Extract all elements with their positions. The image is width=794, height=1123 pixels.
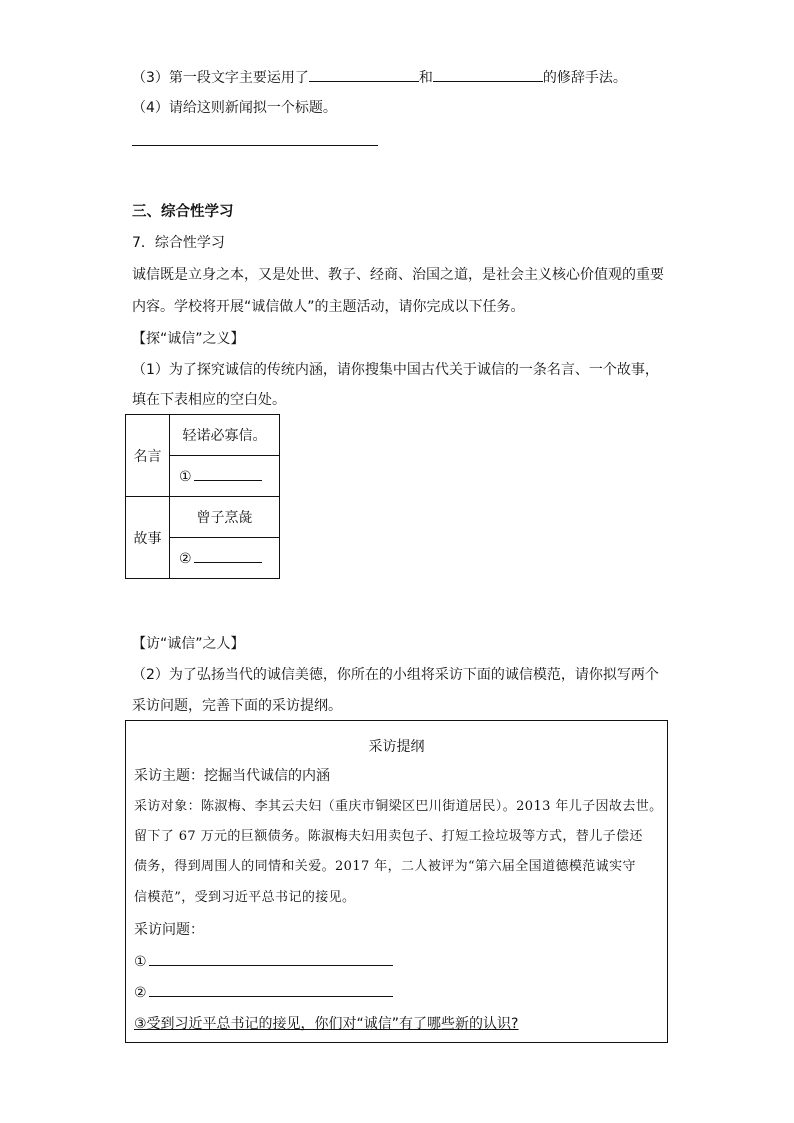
table-label-saying: 名言	[126, 415, 170, 497]
table-saying-blank-cell[interactable]	[170, 456, 280, 497]
part1-question-line-2: 填在下表相应的空白处。	[132, 392, 286, 408]
table-story-blank[interactable]	[194, 550, 262, 563]
table-story-blank-number: ②	[179, 550, 192, 567]
section-heading: 三、综合性学习	[132, 204, 234, 220]
outline-question-1-blank[interactable]	[149, 952, 393, 966]
question-4: （4）请给这则新闻拟一个标题。	[132, 100, 337, 116]
table-saying-blank[interactable]	[194, 468, 262, 481]
intro-line-1: 诚信既是立身之本，又是处世、教子、经商、治国之道，是社会主义核心价值观的重要	[132, 267, 664, 283]
outline-target-line-1: 采访对象：陈淑梅、李其云夫妇（重庆市铜梁区巴川街道居民）。2013 年儿子因故去世。	[134, 799, 663, 814]
outline-question-3: ③受到习近平总书记的接见，你们对“诚信”有了哪些新的认识?	[134, 1016, 519, 1032]
part1-title: 【探“诚信”之义】	[132, 331, 245, 347]
outline-question-2	[134, 983, 393, 1003]
outline-questions-label: 采访问题：	[134, 922, 204, 938]
table-story-blank-cell[interactable]	[170, 538, 280, 579]
outline-target-line-4: 信模范”，受到习近平总书记的接见。	[134, 890, 356, 905]
part2-question-line-2: 采访问题，完善下面的采访提纲。	[132, 698, 342, 714]
part1-question-line-1: （1）为了探究诚信的传统内涵，请你搜集中国古代关于诚信的一条名言、一个故事，	[132, 362, 659, 378]
table-saying-blank-number: ①	[179, 468, 192, 485]
table-saying-value: 轻诺必寡信。	[170, 415, 280, 456]
question-7-title: 7．综合性学习	[132, 235, 225, 251]
table-label-story: 故事	[126, 497, 170, 579]
part2-question-line-1: （2）为了弘扬当代的诚信美德，你所在的小组将采访下面的诚信模范，请你拟写两个	[132, 667, 659, 683]
outline-title: 采访提纲	[368, 739, 425, 755]
answer-line-title[interactable]	[132, 145, 378, 146]
outline-target-line-3: 债务，得到周围人的同情和关爱。2017 年，二人被评为“第六届全国道德模范诚实守	[134, 859, 636, 874]
interview-outline-box	[125, 720, 668, 1043]
part2-title: 【访“诚信”之人】	[132, 636, 245, 652]
answer-blank-1[interactable]	[309, 66, 419, 82]
outline-question-1	[134, 952, 393, 972]
question-3-suffix: 的修辞手法。	[542, 70, 627, 86]
table-story-value: 曾子烹彘	[170, 497, 280, 538]
answer-blank-2[interactable]	[433, 66, 543, 82]
question-3-prefix: （3）第一段文字主要运用了	[132, 70, 309, 86]
outline-topic: 采访主题：挖掘当代诚信的内涵	[134, 768, 330, 784]
question-3-mid: 和	[418, 70, 433, 86]
outline-question-2-blank[interactable]	[149, 983, 393, 997]
integrity-table	[125, 414, 280, 579]
intro-line-2: 内容。学校将开展“诚信做人”的主题活动，请你完成以下任务。	[132, 299, 525, 315]
outline-question-1-number: ①	[134, 954, 147, 970]
outline-question-2-number: ②	[134, 985, 147, 1001]
question-3	[132, 66, 627, 88]
outline-target-line-2: 留下了 67 万元的巨额债务。陈淑梅夫妇用卖包子、打短工捡垃圾等方式，替儿子偿还	[134, 829, 643, 844]
